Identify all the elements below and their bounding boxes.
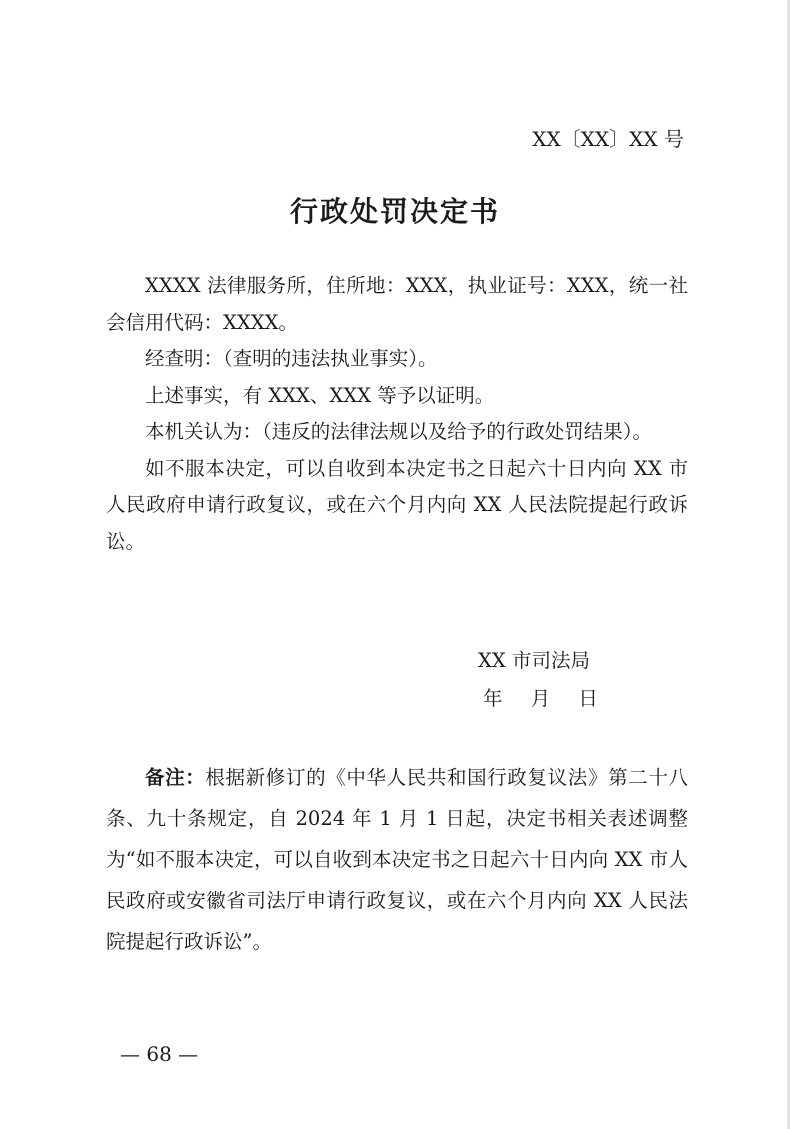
document-number: XX〔XX〕XX 号 — [532, 127, 684, 151]
document-title: 行政处罚决定书 — [289, 195, 500, 228]
remark-note — [106, 757, 688, 962]
page-number: — 68 — — [120, 1042, 199, 1066]
remark-text: 根据新修订的《中华人民共和国行政复议法》第二十八条、九十条规定，自 2024 年 1 月 1 日起，决定书相关表述调整为“如不服本决定，可以自收到本决定书之日起六十日内向 XX 市人民政府或安徽省司法厅申请行政复议，或在六个月内向 XX 人民法院提起行政诉讼”。 — [106, 766, 688, 953]
paragraph-party-info: XXXX 法律服务所，住所地：XXX，执业证号：XXX，统一社会信用代码：XXXX。 — [106, 274, 688, 334]
issuing-organization: XX 市司法局 — [478, 649, 590, 672]
issue-date: 年 月 日 — [483, 687, 598, 710]
paragraph-findings: 经查明：（查明的违法执业事实）。 — [145, 347, 438, 370]
paragraph-conclusion: 本机关认为：（违反的法律法规以及给予的行政处罚结果）。 — [145, 420, 653, 443]
paragraph-evidence: 上述事实，有 XXX、XXX 等予以证明。 — [145, 383, 495, 407]
remark-label: 备注： — [145, 766, 206, 789]
document-body — [106, 268, 688, 560]
paragraph-appeal-rights: 如不服本决定，可以自收到本决定书之日起六十日内向 XX 市人民政府申请行政复议，或在六个月内向 XX 人民法院提起行政诉讼。 — [106, 456, 688, 553]
